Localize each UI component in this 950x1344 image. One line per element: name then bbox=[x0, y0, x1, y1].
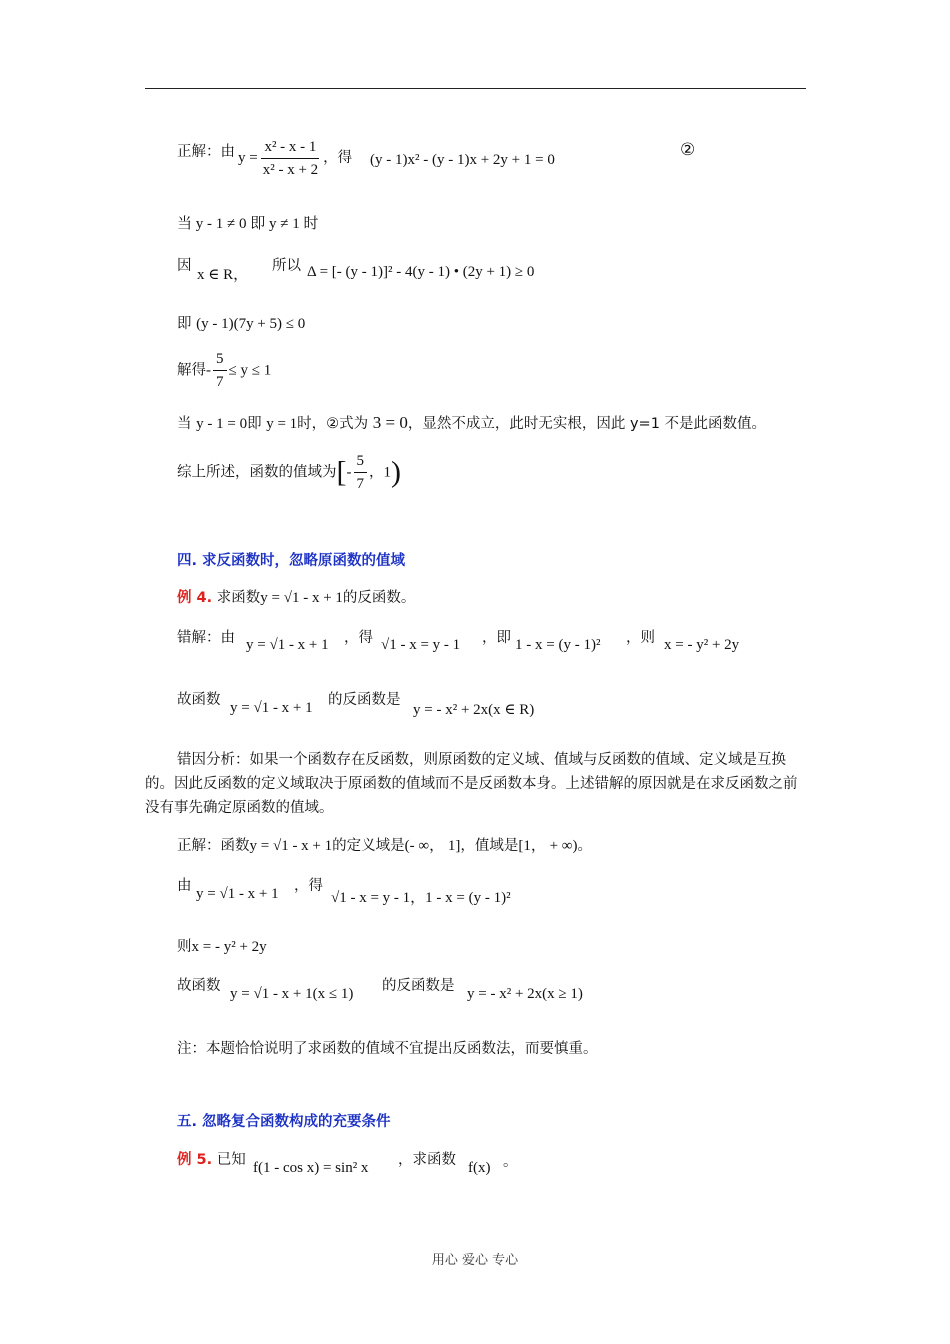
wrong-expr-1: y = √1 - x + 1 bbox=[246, 637, 329, 653]
correct-line-4-expr-1: y = √1 - x + 1(x ≤ 1) bbox=[230, 986, 354, 1002]
x-real-condition: x ∈ R， bbox=[197, 267, 249, 283]
wrong-comma-3: ，则 bbox=[626, 630, 655, 646]
fraction bbox=[260, 138, 321, 179]
correct-line-4-mid: 的反函数是 bbox=[382, 978, 455, 994]
correct-line-2-expr-2: √1 - x = y - 1，1 - x = (y - 1)² bbox=[331, 890, 511, 906]
solution-range bbox=[177, 350, 271, 391]
fraction-numerator: x² - x - 1 bbox=[261, 138, 319, 159]
correct-line-2-prefix: 由 bbox=[177, 878, 192, 894]
fraction-expression bbox=[238, 138, 352, 179]
range-rest: ≤ y ≤ 1 bbox=[228, 362, 272, 379]
therefore-text: 所以 bbox=[272, 258, 301, 274]
minus-sign: - bbox=[206, 362, 211, 379]
wrong-comma-1: ，得 bbox=[344, 630, 373, 646]
discriminant-expression: Δ = [- (y - 1)]² - 4(y - 1) • (2y + 1) ≥ 0 bbox=[307, 264, 535, 280]
solution-line-1 bbox=[177, 140, 235, 161]
comma: ， bbox=[369, 464, 384, 481]
wrong-conclusion-mid: 的反函数是 bbox=[328, 692, 401, 708]
example-4-text: 求函数 bbox=[216, 590, 261, 606]
fraction-5-7-b bbox=[354, 452, 368, 493]
example-4-expression: y = √1 - x + 1 bbox=[260, 590, 343, 606]
wrong-expr-3: 1 - x = (y - 1)² bbox=[515, 637, 601, 653]
example-4 bbox=[177, 586, 415, 607]
case-condition: 当 y - 1 ≠ 0 即 y ≠ 1 时 bbox=[177, 216, 319, 232]
numerator-b: 5 bbox=[354, 452, 368, 473]
page-footer: 用心 爱心 专心 bbox=[431, 1253, 519, 1268]
example-5 bbox=[177, 1148, 246, 1169]
then-text: ，得 bbox=[323, 149, 353, 166]
domain-text: 的定义域是 bbox=[332, 838, 405, 854]
denominator: 7 bbox=[216, 374, 224, 390]
example-5-text: 已知 bbox=[216, 1152, 246, 1168]
correct-prefix: 正解：函数 bbox=[177, 838, 250, 854]
correct-line-2-comma: ，得 bbox=[294, 878, 323, 894]
y-minus-1-zero: y - 1 = 0 bbox=[196, 416, 248, 432]
section-heading-5: 五. 忽略复合函数构成的充要条件 bbox=[177, 1114, 391, 1130]
note-text: 注：本题恰恰说明了求函数的值域不宜提出反函数法，而要慎重。 bbox=[177, 1041, 598, 1057]
namely-text: 即 bbox=[177, 316, 192, 332]
y-equals: y = bbox=[238, 149, 258, 166]
correct-line-2-expr-1: y = √1 - x + 1 bbox=[196, 886, 279, 902]
wrong-comma-2: ，即 bbox=[482, 630, 511, 646]
correct-line-3 bbox=[177, 935, 267, 956]
summary-text: 综上所述，函数的值域为 bbox=[177, 464, 337, 481]
wrong-conclusion-expr-1: y = √1 - x + 1 bbox=[230, 700, 313, 716]
range-text: ，值域是 bbox=[460, 838, 519, 854]
one: 1 bbox=[383, 464, 391, 481]
wrong-expr-2: √1 - x = y - 1 bbox=[381, 637, 461, 653]
section-heading-4: 四. 求反函数时，忽略原函数的值域 bbox=[177, 553, 406, 569]
fraction-5-7 bbox=[213, 350, 227, 391]
numerator: 5 bbox=[213, 350, 227, 371]
conclusion-text: ，显然不成立，此时无实根，因此 y=1 不是此函数值。 bbox=[407, 416, 767, 432]
wrong-expr-4: x = - y² + 2y bbox=[664, 637, 740, 653]
example-4-label: 例 4. bbox=[177, 590, 213, 606]
case-y-equals-1 bbox=[177, 412, 766, 433]
wrong-conclusion-expr-2: y = - x² + 2x(x ∈ R) bbox=[413, 702, 535, 718]
solution-prefix: 正解：由 bbox=[177, 144, 235, 160]
quadratic-equation: (y - 1)x² - (y - 1)x + 2y + 1 = 0 bbox=[370, 152, 555, 168]
denominator-b: 7 bbox=[356, 476, 364, 492]
example-5-expression-2: f(x) bbox=[468, 1160, 491, 1176]
wrong-conclusion-prefix: 故函数 bbox=[177, 692, 221, 708]
example-5-period: 。 bbox=[503, 1154, 518, 1170]
inverse-expr: x = - y² + 2y bbox=[191, 939, 267, 955]
formula-becomes-text: 时，②式为 bbox=[297, 416, 369, 432]
correct-line-1 bbox=[177, 834, 592, 855]
correct-expr: y = √1 - x + 1 bbox=[249, 838, 333, 854]
three-equals-zero: 3 = 0 bbox=[372, 413, 408, 432]
example-5-label: 例 5. bbox=[177, 1152, 213, 1168]
example-5-text-2: ，求函数 bbox=[398, 1152, 456, 1168]
example-4-text-end: 的反函数。 bbox=[342, 590, 416, 606]
then-text-2: 则 bbox=[177, 939, 192, 955]
fraction-denominator: x² - x + 2 bbox=[262, 162, 319, 178]
y-equals-1: y = 1 bbox=[266, 416, 298, 432]
because-text: 因 bbox=[177, 258, 192, 274]
minus-sign-2: - bbox=[346, 464, 352, 481]
wrong-solution-prefix: 错解：由 bbox=[177, 630, 235, 646]
namely-text-2: 即 bbox=[247, 416, 262, 432]
when-text: 当 bbox=[177, 416, 192, 432]
factored-inequality bbox=[177, 312, 305, 333]
left-bracket: [ bbox=[336, 455, 347, 489]
correct-line-4-prefix: 故函数 bbox=[177, 978, 221, 994]
header-rule bbox=[145, 88, 806, 89]
right-paren: ) bbox=[391, 455, 401, 489]
discriminant-line bbox=[177, 254, 192, 275]
factored-expression: (y - 1)(7y + 5) ≤ 0 bbox=[196, 316, 306, 332]
range-interval: [1， + ∞) bbox=[518, 838, 578, 854]
error-analysis-paragraph: 错因分析：如果一个函数存在反函数，则原函数的定义域、值域与反函数的值域、定义域是互换的。因此反函数的定义域取决于原函数的值域而不是反函数本身。上述错解的原因就是在求反函数之前没有事先确定原函数的值域。 bbox=[145, 752, 798, 816]
domain-interval: (- ∞， 1] bbox=[404, 838, 461, 854]
correct-line-4-expr-2: y = - x² + 2x(x ≥ 1) bbox=[467, 986, 583, 1002]
solve-text: 解得 bbox=[177, 362, 206, 379]
equation-marker: ② bbox=[680, 140, 696, 159]
range-summary bbox=[177, 452, 401, 493]
period: 。 bbox=[577, 838, 592, 854]
example-5-expression: f(1 - cos x) = sin² x bbox=[253, 1160, 369, 1176]
